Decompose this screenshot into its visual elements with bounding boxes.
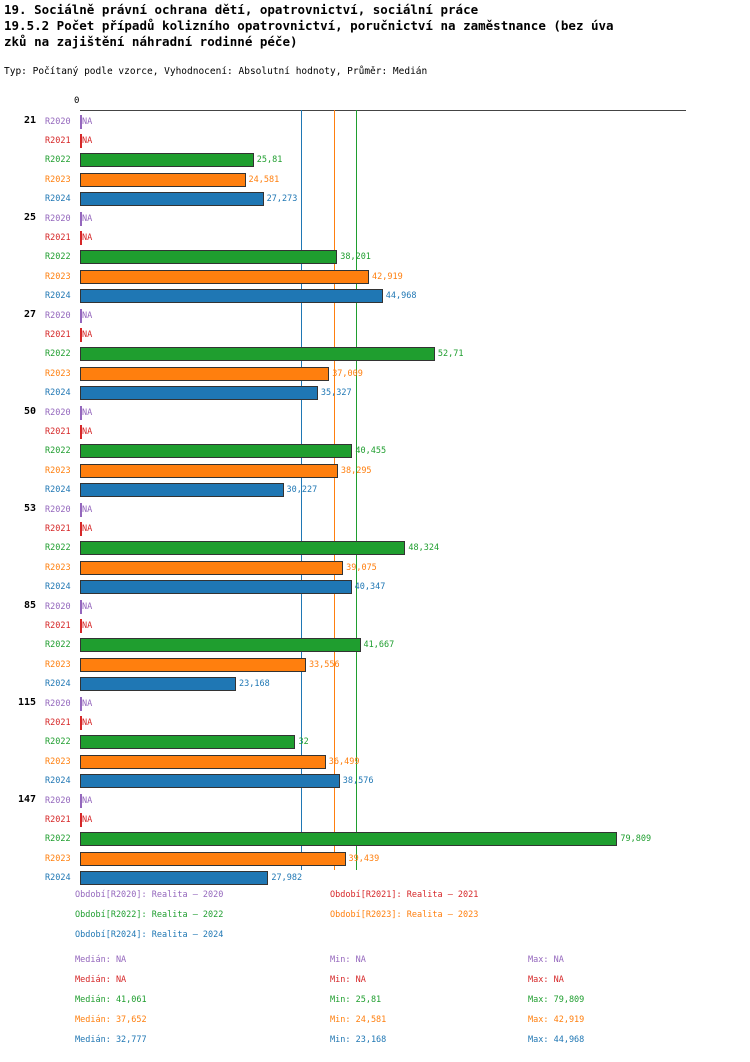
stat-row — [0, 955, 750, 975]
legend-row — [0, 930, 750, 950]
series-row-label: R2024 — [45, 872, 71, 883]
bar-row — [0, 114, 750, 130]
series-row-label: R2023 — [45, 853, 71, 864]
series-row-label: R2023 — [45, 174, 71, 185]
bar-value-na: NA — [82, 233, 93, 244]
series-row-label: R2020 — [45, 505, 71, 515]
bar-value-label: 40,347 — [354, 581, 386, 592]
bar-row — [0, 579, 750, 595]
group-label: 53 — [23, 503, 36, 514]
bar-value-label: 33,556 — [308, 659, 340, 670]
bar-zero-tick — [80, 309, 82, 323]
series-row-label: R2022 — [45, 155, 71, 166]
bar-row — [0, 463, 750, 479]
bar-zero-tick — [80, 600, 82, 614]
series-row-label: R2021 — [45, 621, 71, 632]
bar[interactable] — [80, 774, 340, 788]
series-row-label: R2022 — [45, 446, 71, 457]
series-row-label: R2022 — [45, 834, 71, 845]
group-label: 21 — [23, 115, 36, 126]
bar-row — [0, 521, 750, 537]
series-row-label: R2022 — [45, 737, 71, 748]
group-label: 27 — [23, 309, 36, 320]
chart-subtitle: Typ: Počítaný podle vzorce, Vyhodnocení: Absolutní hodnoty, Průměr: Medián — [4, 66, 428, 77]
bar-row — [0, 443, 750, 459]
bar-row — [0, 230, 750, 246]
bar-value-label: 40,455 — [355, 446, 387, 457]
bar-value-label: 36,499 — [328, 756, 360, 767]
bar-value-label: 37,009 — [332, 368, 363, 379]
series-row-label: R2024 — [45, 290, 71, 301]
series-row-label: R2022 — [45, 640, 71, 651]
bar[interactable] — [80, 871, 268, 885]
bar-value-label: 24,581 — [248, 174, 280, 185]
bar-row — [0, 657, 750, 673]
bar-row — [0, 618, 750, 634]
bar-row — [0, 211, 750, 227]
bar-row — [0, 831, 750, 847]
bar-value-label: 48,324 — [408, 543, 440, 554]
stat-row — [0, 1035, 750, 1055]
bar-value-na: NA — [82, 815, 93, 826]
bar-value-label: 30,227 — [286, 484, 318, 495]
series-row-label: R2021 — [45, 233, 71, 244]
legend-item-r2020[interactable]: Období[R2020]: Realita – 2020 — [75, 890, 224, 900]
bar-zero-tick — [80, 134, 82, 148]
bar-row — [0, 676, 750, 692]
series-row-label: R2020 — [45, 408, 71, 418]
bar-value-label: 39,075 — [346, 562, 377, 573]
series-row-label: R2020 — [45, 117, 71, 127]
bar-value-label: 44,968 — [385, 290, 417, 301]
bar-row — [0, 269, 750, 285]
bar-value-label: 79,809 — [620, 834, 652, 845]
bar-zero-tick — [80, 212, 82, 226]
series-row-label: R2023 — [45, 465, 71, 476]
bar-value-label: 38,295 — [340, 465, 372, 476]
bar[interactable] — [80, 755, 326, 769]
bar[interactable] — [80, 153, 254, 167]
bar-row — [0, 346, 750, 362]
stat-max: Max: 42,919 — [528, 1015, 585, 1025]
bar-zero-tick — [80, 522, 82, 536]
bar-value-label: 27,273 — [266, 193, 298, 204]
bar-row — [0, 152, 750, 168]
bar-row — [0, 734, 750, 750]
bar-value-na: NA — [82, 214, 93, 224]
bar-value-label: 52,71 — [437, 349, 464, 360]
bar[interactable] — [80, 444, 352, 458]
stat-min: Min: 24,581 — [330, 1015, 387, 1025]
series-row-label: R2024 — [45, 775, 71, 786]
bar-value-label: 39,439 — [348, 853, 380, 864]
bar-value-label: 23,168 — [238, 678, 270, 689]
plot-area — [0, 96, 750, 883]
series-row-label: R2023 — [45, 562, 71, 573]
series-row-label: R2021 — [45, 815, 71, 826]
bar-value-na: NA — [82, 524, 93, 535]
bar-zero-tick — [80, 503, 82, 517]
stat-max: Max: 79,809 — [528, 995, 585, 1005]
bar-row — [0, 424, 750, 440]
bar[interactable] — [80, 270, 369, 284]
bar-value-label: 27,982 — [271, 872, 303, 883]
stat-max: Max: NA — [528, 975, 564, 985]
group-label: 147 — [17, 794, 36, 805]
stat-median: Medián: 37,652 — [75, 1015, 147, 1025]
bar-value-label: 41,667 — [363, 640, 395, 651]
bar-value-label: 35,327 — [320, 387, 352, 398]
series-row-label: R2021 — [45, 427, 71, 438]
stats-block — [0, 955, 750, 1055]
bar[interactable] — [80, 561, 343, 575]
title-block — [4, 2, 746, 50]
bar-zero-tick — [80, 619, 82, 633]
bar[interactable] — [80, 250, 337, 264]
stat-row — [0, 975, 750, 995]
bar-row — [0, 366, 750, 382]
bar-row — [0, 560, 750, 576]
bar-zero-tick — [80, 328, 82, 342]
stat-max: Max: 44,968 — [528, 1035, 585, 1045]
bar-value-na: NA — [82, 505, 93, 515]
series-row-label: R2023 — [45, 368, 71, 379]
stat-max: Max: NA — [528, 955, 564, 965]
bar[interactable] — [80, 677, 236, 691]
group-label: 25 — [23, 212, 36, 223]
series-row-label: R2024 — [45, 193, 71, 204]
bar-row — [0, 851, 750, 867]
bar-row — [0, 793, 750, 809]
stat-min: Min: NA — [330, 955, 366, 965]
series-row-label: R2024 — [45, 387, 71, 398]
stat-row — [0, 1015, 750, 1035]
series-row-label: R2021 — [45, 136, 71, 147]
title-line-2: 19.5.2 Počet případů kolizního opatrovnictví, poručnictví na zaměstnance (bez úva — [4, 18, 614, 33]
bar[interactable] — [80, 658, 306, 672]
bar[interactable] — [80, 367, 329, 381]
bar-value-label: 25,81 — [256, 155, 283, 166]
bar-value-label: 32 — [298, 737, 309, 748]
bar[interactable] — [80, 173, 246, 187]
axis-top-line — [80, 110, 686, 111]
bar[interactable] — [80, 541, 405, 555]
bar-value-na: NA — [82, 718, 93, 729]
legend-item-r2023[interactable]: Období[R2023]: Realita – 2023 — [330, 910, 479, 920]
bar-value-label: 38,576 — [342, 775, 374, 786]
bar[interactable] — [80, 289, 383, 303]
stat-median: Medián: 32,777 — [75, 1035, 147, 1045]
series-row-label: R2024 — [45, 484, 71, 495]
bar[interactable] — [80, 832, 617, 846]
bar-row — [0, 870, 750, 886]
bar-zero-tick — [80, 115, 82, 129]
group-label: 85 — [23, 600, 36, 611]
bar-row — [0, 696, 750, 712]
bar-zero-tick — [80, 425, 82, 439]
axis-zero-label: 0 — [74, 96, 80, 106]
stat-median: Medián: 41,061 — [75, 995, 147, 1005]
legend-item-r2021[interactable]: Období[R2021]: Realita – 2021 — [330, 890, 479, 900]
stat-min: Min: 25,81 — [330, 995, 382, 1005]
series-row-label: R2021 — [45, 524, 71, 535]
series-row-label: R2020 — [45, 796, 71, 806]
bar-row — [0, 754, 750, 770]
legend-row — [0, 910, 750, 930]
bar-row — [0, 482, 750, 498]
series-row-label: R2023 — [45, 659, 71, 670]
bar-value-label: 42,919 — [371, 271, 403, 282]
stat-median: Medián: NA — [75, 975, 127, 985]
bar-row — [0, 327, 750, 343]
bar-value-na: NA — [82, 427, 93, 438]
bar[interactable] — [80, 464, 338, 478]
stat-median: Medián: NA — [75, 955, 127, 965]
legend-item-r2024[interactable]: Období[R2024]: Realita – 2024 — [75, 930, 224, 940]
bar-zero-tick — [80, 794, 82, 808]
bar-row — [0, 637, 750, 653]
group-label: 50 — [23, 406, 36, 417]
stat-min: Min: 23,168 — [330, 1035, 387, 1045]
legend-item-r2022[interactable]: Období[R2022]: Realita – 2022 — [75, 910, 224, 920]
series-row-label: R2022 — [45, 543, 71, 554]
series-row-label: R2020 — [45, 699, 71, 709]
bar-value-na: NA — [82, 117, 93, 127]
bar-value-na: NA — [82, 330, 93, 341]
series-row-label: R2023 — [45, 271, 71, 282]
stat-min: Min: NA — [330, 975, 366, 985]
bar[interactable] — [80, 580, 352, 594]
stat-row — [0, 995, 750, 1015]
series-row-label: R2022 — [45, 349, 71, 360]
series-row-label: R2021 — [45, 330, 71, 341]
bar[interactable] — [80, 852, 346, 866]
series-row-label: R2023 — [45, 756, 71, 767]
bar-row — [0, 249, 750, 265]
title-line-1: 19. Sociálně právní ochrana dětí, opatrovnictví, sociální práce — [4, 2, 479, 17]
bar-value-na: NA — [82, 602, 93, 612]
series-row-label: R2024 — [45, 581, 71, 592]
bar-row — [0, 502, 750, 518]
bar-zero-tick — [80, 697, 82, 711]
bar[interactable] — [80, 386, 318, 400]
bar-zero-tick — [80, 231, 82, 245]
bar-value-na: NA — [82, 796, 93, 806]
bar-row — [0, 540, 750, 556]
bar[interactable] — [80, 347, 435, 361]
bar-row — [0, 133, 750, 149]
bar-row — [0, 385, 750, 401]
bar-row — [0, 599, 750, 615]
series-row-label: R2020 — [45, 602, 71, 612]
series-row-label: R2021 — [45, 718, 71, 729]
bar[interactable] — [80, 735, 295, 749]
bar-row — [0, 191, 750, 207]
bar-zero-tick — [80, 406, 82, 420]
bar-row — [0, 812, 750, 828]
bar-value-na: NA — [82, 136, 93, 147]
bar-row — [0, 773, 750, 789]
bar-row — [0, 308, 750, 324]
bar-zero-tick — [80, 813, 82, 827]
bar[interactable] — [80, 192, 264, 206]
bar-row — [0, 715, 750, 731]
bar-row — [0, 288, 750, 304]
bar-value-na: NA — [82, 699, 93, 709]
bar-zero-tick — [80, 716, 82, 730]
series-row-label: R2020 — [45, 311, 71, 321]
bar-row — [0, 172, 750, 188]
legend — [0, 890, 750, 950]
bar-value-label: 38,201 — [340, 252, 371, 263]
bar-value-na: NA — [82, 408, 93, 418]
bar-value-na: NA — [82, 621, 93, 632]
title-line-3: zků na zajištění náhradní rodinné péče) — [4, 34, 298, 49]
series-row-label: R2024 — [45, 678, 71, 689]
series-row-label: R2020 — [45, 214, 71, 224]
group-label: 115 — [17, 697, 36, 708]
bar[interactable] — [80, 638, 361, 652]
legend-row — [0, 890, 750, 910]
bar-value-na: NA — [82, 311, 93, 321]
series-row-label: R2022 — [45, 252, 71, 263]
bar[interactable] — [80, 483, 284, 497]
bar-row — [0, 405, 750, 421]
